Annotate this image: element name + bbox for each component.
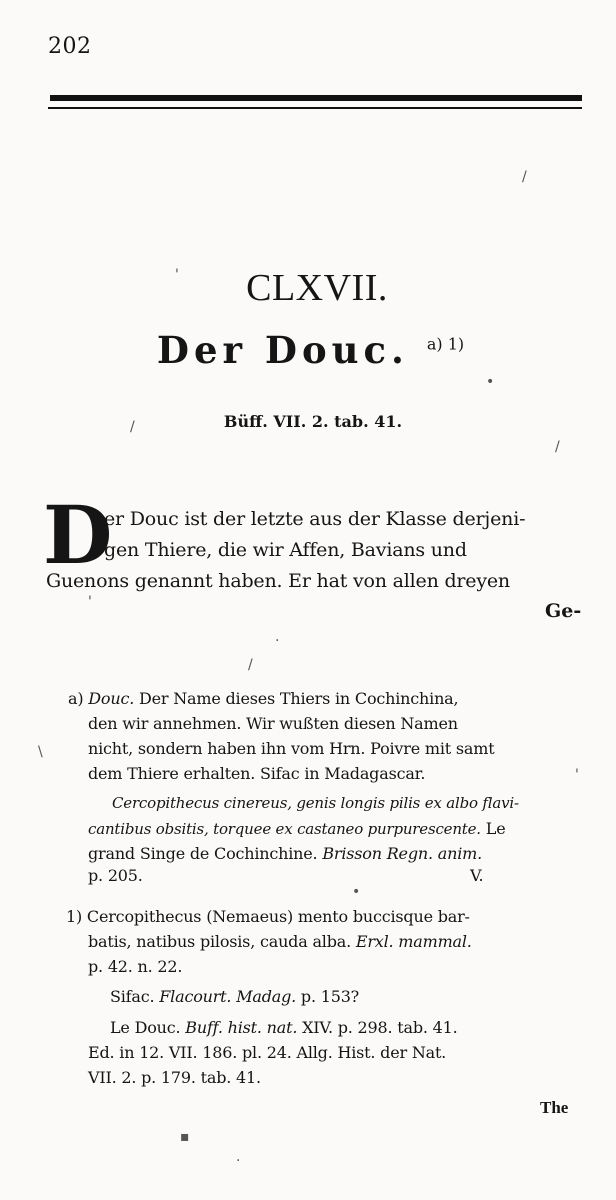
footnote-text: Sifac.	[110, 987, 155, 1006]
speck: \	[38, 744, 43, 760]
page-number: 202	[48, 34, 92, 59]
footnote-text: Erxl. mammal.	[355, 932, 472, 951]
footnote-text: grand Singe de Cochinchine.	[88, 844, 318, 863]
footnote-1-line	[110, 987, 359, 1006]
footnote-text: Der Name dieses Thiers in Cochinchina,	[139, 689, 459, 708]
buffon-reference: Büff. VII. 2. tab. 41.	[223, 412, 403, 431]
page-title	[0, 328, 616, 372]
speck: ▪	[180, 1129, 190, 1145]
speck: /	[555, 439, 560, 455]
body-line: er Douc ist der letzte aus der Klasse derjeni-	[104, 508, 526, 530]
footnote-1-line	[66, 907, 470, 926]
footnote-text: XIV. p. 298. tab. 41.	[302, 1018, 458, 1037]
footnote-a-signature: V.	[470, 866, 484, 885]
footnote-a-line	[68, 689, 458, 708]
header-rule-thin	[48, 107, 582, 109]
footnote-text: Flacourt. Madag.	[159, 987, 297, 1006]
footnote-a-line	[88, 844, 482, 863]
drop-cap: D	[43, 488, 113, 582]
footnote-1-line	[88, 1043, 446, 1062]
footnote-text: Cercopithecus (Nemaeus) mento buccisque bar-	[86, 907, 470, 926]
footnote-1-line: VII. 2. p. 179. tab. 41.	[88, 1068, 261, 1087]
footnote-marker: a)	[68, 689, 84, 708]
footnote-text: Le Douc.	[110, 1018, 181, 1037]
footnote-a-line: den wir annehmen. Wir wußten diesen Namen	[88, 714, 458, 733]
speck: .	[275, 629, 280, 645]
body-line: gen Thiere, die wir Affen, Bavians und	[104, 539, 467, 561]
footnote-a-line: Cercopithecus cinereus, genis longis pilis ex albo flavi-	[112, 794, 519, 812]
speck: '	[575, 767, 579, 783]
bottom-catchword: The	[540, 1098, 569, 1117]
speck: '	[88, 594, 92, 610]
catchword: Ge-	[545, 600, 582, 622]
speck: •	[352, 884, 361, 900]
footnote-a-line	[88, 819, 505, 838]
footnote-text: Ed. in 12. VII. 186. pl. 24.	[88, 1043, 292, 1062]
speck: /	[130, 419, 135, 435]
footnote-text: Le	[485, 819, 506, 838]
title-text: Der Douc.	[156, 328, 409, 372]
speck: '	[175, 267, 179, 283]
footnote-a-line: dem Thiere erhalten. Sifac in Madagascar.	[88, 764, 426, 783]
speck: •	[486, 374, 495, 390]
footnote-text: Brisson Regn. anim.	[322, 844, 482, 863]
title-footnote-refs: a) 1)	[426, 334, 465, 354]
footnote-1-line	[110, 1018, 458, 1037]
footnote-marker: 1)	[66, 907, 83, 926]
speck: .	[236, 1149, 241, 1165]
footnote-a-line: p. 205.	[88, 866, 143, 885]
footnote-a-line: nicht, sondern haben ihn vom Hrn. Poivre mit samt	[88, 739, 495, 758]
header-rule-thick	[50, 95, 582, 101]
footnote-text: Allg. Hist. der Nat.	[296, 1043, 447, 1062]
footnote-text: cantibus obsitis, torquee ex castaneo purpurescente.	[88, 820, 481, 838]
footnote-1-line	[88, 932, 472, 951]
footnote-text: p. 153?	[300, 987, 360, 1006]
footnote-text: Buff. hist. nat.	[185, 1018, 298, 1037]
chapter-number: CLXVII.	[246, 267, 388, 309]
footnote-head: Douc.	[88, 689, 135, 708]
body-line: Guenons genannt haben. Er hat von allen dreyen	[46, 570, 510, 592]
footnote-text: batis, natibus pilosis, cauda alba.	[88, 932, 351, 951]
speck: /	[248, 657, 253, 673]
footnote-1-line: p. 42. n. 22.	[88, 957, 183, 976]
speck: /	[522, 169, 527, 185]
